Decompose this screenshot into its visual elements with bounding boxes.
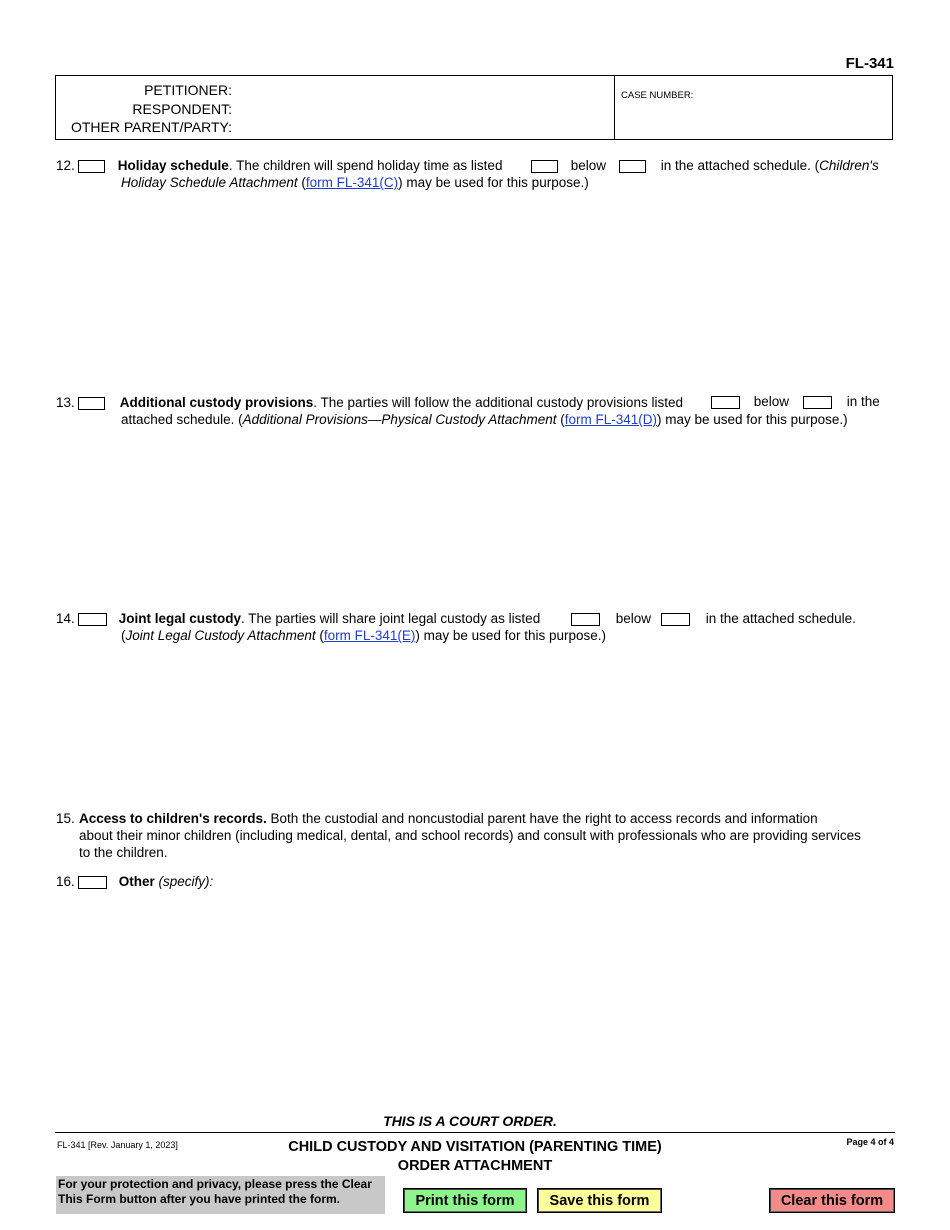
item-12-attached-checkbox[interactable]: [619, 160, 646, 173]
item-13-attached-checkbox[interactable]: [803, 396, 832, 409]
party-labels: [71, 81, 232, 137]
item-16-title: Other: [118, 874, 155, 889]
case-number-label: CASE NUMBER:: [621, 90, 694, 101]
item-14-line-2: (Joint Legal Custody Attachment (form FL-341(E)) may be used for this purpose.): [121, 628, 606, 643]
item-15-line-1: Access to children's records. Both the custodial and noncustodial parent have the right to access records and information: [79, 811, 818, 826]
item-15-line-3: to the children.: [79, 845, 168, 860]
form-title-line-2: ORDER ATTACHMENT: [397, 1158, 553, 1174]
item-12-below-option: [531, 157, 606, 174]
item-14-attached-checkbox[interactable]: [661, 613, 690, 626]
item-number: 14.: [56, 611, 75, 626]
item-12-title: Holiday schedule: [117, 158, 229, 173]
item-13-line-1: Additional custody provisions. The parties will follow the additional custody provisions listed: [78, 394, 683, 411]
form-title-line-1: CHILD CUSTODY AND VISITATION (PARENTING TIME): [288, 1139, 662, 1155]
item-14-below-option: below: [571, 610, 651, 627]
item-16-checkbox[interactable]: [78, 876, 107, 889]
clear-form-button[interactable]: Clear this form: [769, 1188, 895, 1213]
footer-divider: [55, 1132, 895, 1133]
item-13-checkbox[interactable]: [78, 397, 105, 410]
item-16-line-1: Other (specify):: [78, 873, 213, 890]
item-number: 13.: [56, 395, 75, 410]
item-12-below-checkbox[interactable]: [531, 160, 558, 173]
item-12-text: . The children will spend holiday time as listed: [228, 158, 503, 173]
page-number: Page 4 of 4: [846, 1137, 894, 1147]
caption-divider: [614, 76, 615, 139]
form-fl-341c-link[interactable]: form FL-341(C): [305, 175, 399, 190]
item-12-italic: Children's: [819, 158, 879, 173]
form-fl-341e-link[interactable]: form FL-341(E): [323, 628, 416, 643]
item-14-checkbox[interactable]: [78, 613, 107, 626]
petitioner-label: PETITIONER:: [144, 82, 232, 98]
item-14-below-checkbox[interactable]: [571, 613, 600, 626]
item-13-below-option: below: [711, 393, 789, 410]
privacy-notice: For your protection and privacy, please press the Clear This Form button after you have printed the form.: [56, 1176, 385, 1214]
item-13-attached-option: in the: [803, 393, 880, 410]
caption-box: [55, 75, 893, 140]
item-12-below-label: below: [570, 158, 607, 173]
item-14-title: Joint legal custody: [118, 611, 242, 626]
item-14-attached-option: in the attached schedule.: [661, 610, 856, 627]
item-14-line-1: Joint legal custody. The parties will share joint legal custody as listed: [78, 610, 540, 627]
item-13-attachment-name: Additional Provisions—Physical Custody Attachment: [242, 412, 557, 427]
form-fl-341d-link[interactable]: form FL-341(D): [564, 412, 658, 427]
save-form-button[interactable]: Save this form: [537, 1188, 662, 1213]
print-form-button[interactable]: Print this form: [403, 1188, 527, 1213]
item-12-line-1: [78, 157, 502, 174]
item-12-line-2: Holiday Schedule Attachment (form FL-341(C)) may be used for this purpose.): [121, 175, 589, 190]
item-13-line-2: attached schedule. (Additional Provisions—Physical Custody Attachment (form FL-341(D)) may be used for this purpose.): [121, 412, 848, 427]
item-number: 16.: [56, 874, 75, 889]
item-14-attachment-name: Joint Legal Custody Attachment: [125, 628, 316, 643]
item-12-attached-text: in the attached schedule. (: [660, 158, 820, 173]
item-15-title: Access to children's records.: [79, 811, 267, 826]
item-15-line-2: about their minor children (including medical, dental, and school records) and consult with professionals who are providing services: [79, 828, 861, 843]
item-13-below-checkbox[interactable]: [711, 396, 740, 409]
form-title: [0, 1138, 950, 1176]
item-13-title: Additional custody provisions: [119, 395, 314, 410]
item-12-checkbox[interactable]: [78, 160, 105, 173]
court-order-notice: THIS IS A COURT ORDER.: [383, 1113, 557, 1129]
item-number: 15.: [56, 811, 75, 826]
item-12-attachment-name: Holiday Schedule Attachment: [121, 175, 298, 190]
respondent-label: RESPONDENT:: [132, 100, 232, 117]
revision-date: FL-341 [Rev. January 1, 2023]: [57, 1140, 178, 1150]
item-12-attached-option: [619, 157, 879, 174]
item-number: 12.: [56, 158, 75, 173]
other-party-label: OTHER PARENT/PARTY:: [70, 119, 232, 135]
form-number: FL-341: [845, 55, 894, 72]
